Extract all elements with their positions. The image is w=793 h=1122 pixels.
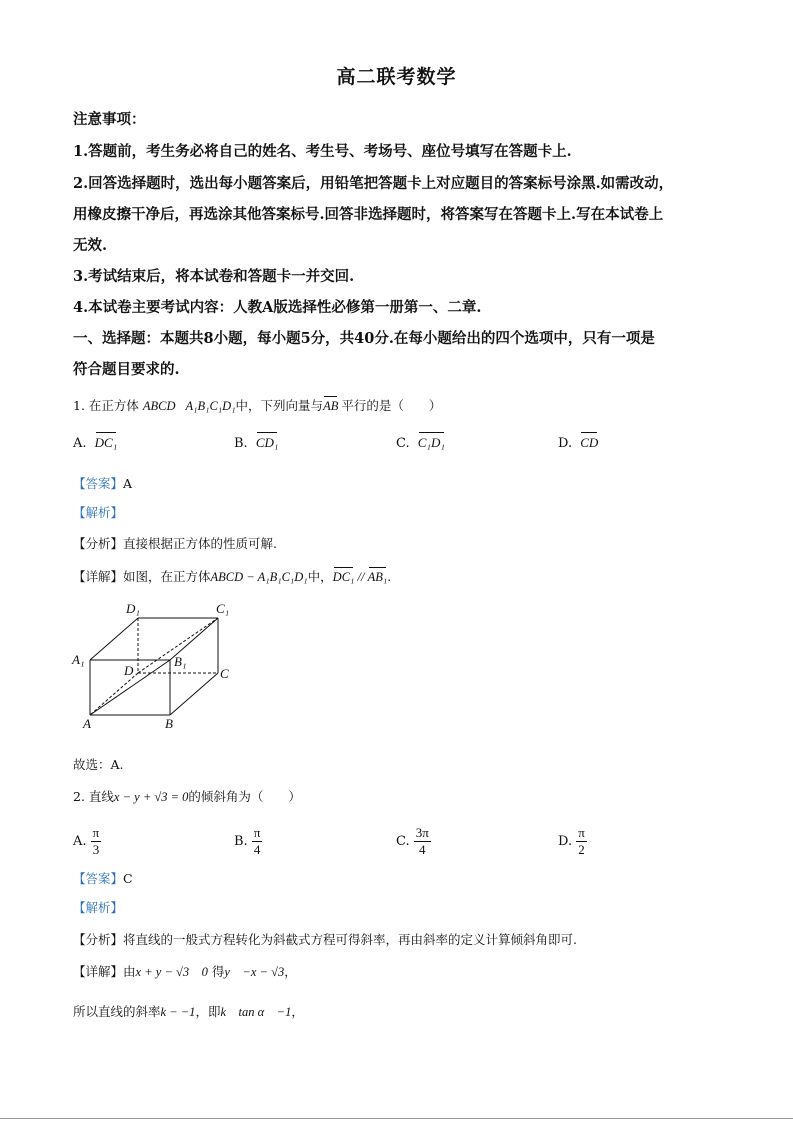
q1-option-a-label: A. (73, 436, 87, 451)
q2-fenxi-tag: 【分析】 (73, 932, 124, 947)
q1-stem (73, 395, 441, 414)
notice-item-3: 3.考试结束后，将本试卷和答题卡一并交回. (73, 268, 355, 285)
q2-option-b-fraction (252, 825, 263, 858)
q1-choose: 故选：A. (73, 757, 124, 772)
q1-option-b[interactable] (234, 431, 278, 451)
q2-option-d[interactable] (558, 825, 587, 858)
q1-option-b-vector: CD₁ (256, 431, 279, 451)
q2-equation: x − y + √3 = 0 (113, 790, 189, 804)
q2-detail-end: ， (284, 964, 297, 979)
q1-cube-name-2: A₁B₁C₁D₁ (185, 399, 236, 413)
q2-detail-eq1: x + y − √3 0 (135, 965, 208, 979)
q2-option-a[interactable] (73, 825, 101, 858)
notice-heading: 注意事项： (73, 111, 146, 128)
q1-detail-parallel: // (354, 570, 368, 584)
notice-item-1: 1.答题前，考生务必将自己的姓名、考生号、考场号、座位号填写在答题卡上. (73, 143, 572, 160)
q2-fenxi (73, 930, 577, 948)
q2-answer-tag: 【答案】 (73, 871, 124, 886)
q1-fenxi-text: 直接根据正方体的性质可解. (123, 536, 277, 551)
footer-rule (0, 1118, 793, 1119)
section-1-line-2: 符合题目要求的. (73, 361, 180, 378)
q2-option-d-label: D. (558, 834, 573, 849)
q2-slope-end: ， (291, 1004, 304, 1019)
label-c: C (220, 666, 229, 681)
q1-option-b-label: B. (234, 436, 248, 451)
q1-option-d-label: D. (558, 436, 573, 451)
q2-detail-tag: 【详解】 (73, 964, 124, 979)
q1-detail-mid: 中， (307, 569, 333, 584)
label-c1: C₁ (216, 601, 230, 616)
q1-answer (73, 474, 132, 492)
q2-detail-eq2: y −x − √3 (224, 965, 285, 979)
label-b1: B₁ (174, 654, 187, 669)
section-1-line-1: 一、选择题：本题共8小题，每小题5分，共40分.在每小题给出的四个选项中，只有一项是 (73, 330, 655, 347)
q1-option-c-label: C. (396, 436, 410, 451)
q2-prefix: 2. 直线 (73, 789, 114, 804)
q1-fenxi (73, 534, 277, 552)
label-d1: D₁ (126, 601, 140, 616)
q2-slope-mid: ，即 (195, 1004, 221, 1019)
q1-answer-tag: 【答案】 (73, 476, 124, 491)
q1-suffix: 平行的是（ ） (341, 398, 442, 413)
q2-option-b-label: B. (234, 834, 248, 849)
q1-detail-vector-ab1: AB₁ (368, 566, 388, 585)
q1-prefix: 1. 在正方体 (73, 398, 139, 413)
q1-cube-name-1: ABCD (142, 399, 176, 413)
q2-answer (73, 869, 133, 887)
q2-fenxi-text: 将直线的一般式方程转化为斜截式方程可得斜率，再由斜率的定义计算倾斜角即可. (123, 932, 577, 947)
q1-vector-ab: AB (323, 395, 338, 414)
q1-fenxi-tag: 【分析】 (73, 536, 124, 551)
q1-detail-vector-dc1: DC₁ (333, 566, 355, 585)
q2-slope-eq: k − −1 (160, 1005, 196, 1019)
q1-option-d[interactable] (558, 431, 598, 451)
q2-stem (73, 787, 301, 805)
q2-answer-value: C (123, 871, 133, 886)
q2-option-d-den: 2 (578, 842, 585, 857)
q2-option-a-den: 3 (92, 842, 100, 857)
q2-slope (73, 1002, 304, 1020)
q2-detail-pre: 由 (123, 964, 136, 979)
notice-item-2-line-3: 无效. (73, 237, 108, 254)
edge-c-b (170, 673, 218, 715)
q1-detail (73, 566, 391, 585)
q2-option-c-num: 3π (415, 825, 429, 840)
edge-d-a (90, 673, 138, 715)
q2-option-a-num: π (92, 825, 100, 840)
q2-option-c-label: C. (396, 834, 410, 849)
q1-option-d-vector: CD (580, 431, 598, 451)
notice-item-4: 4.本试卷主要考试内容：人教A版选择性必修第一册第一、二章. (73, 299, 482, 316)
q2-analysis-tag: 【解析】 (73, 900, 124, 915)
q1-detail-end: . (387, 569, 392, 584)
label-a: A (83, 716, 91, 731)
q1-detail-tag: 【详解】 (73, 569, 124, 584)
q1-option-c-vector: C₁D₁ (418, 431, 445, 451)
q2-option-c-fraction (414, 825, 431, 858)
q2-option-b-den: 4 (253, 842, 261, 857)
cube-figure (70, 598, 240, 733)
notice-item-2-line-1: 2.回答选择题时，选出每小题答案后，用铅笔把答题卡上对应题目的答案标号涂黑.如需改动， (73, 175, 674, 192)
q1-option-a-vector: DC₁ (95, 431, 118, 451)
label-b: B (165, 716, 173, 731)
q1-answer-value: A (123, 476, 133, 491)
q1-option-c[interactable] (396, 431, 445, 451)
page-title: 高二联考数学 (336, 66, 457, 88)
q1-detail-cube: ABCD − A₁B₁C₁D₁ (210, 570, 308, 584)
q2-option-d-num: π (578, 825, 585, 840)
label-d: D (124, 663, 134, 678)
q1-analysis-tag: 【解析】 (73, 505, 124, 520)
label-a1: A₁ (72, 652, 85, 667)
q2-slope-pre: 所以直线的斜率 (73, 1004, 161, 1019)
q2-slope-eq2: k tan α −1 (220, 1005, 292, 1019)
q2-detail-mid: 得 (211, 964, 225, 979)
q2-option-b-num: π (253, 825, 261, 840)
q2-option-a-fraction (91, 825, 102, 858)
q1-mid: 中，下列向量与 (235, 398, 324, 413)
q1-detail-pre: 如图，在正方体 (123, 569, 211, 584)
q2-detail (73, 962, 297, 980)
q2-option-a-label: A. (73, 834, 87, 849)
q2-option-c-den: 4 (419, 842, 426, 857)
q2-suffix: 的倾斜角为（ ） (188, 789, 301, 804)
edge-a1-d1 (90, 618, 138, 660)
q2-option-d-fraction (576, 825, 587, 858)
q2-option-b[interactable] (234, 825, 262, 858)
q2-option-c[interactable] (396, 825, 431, 858)
q1-option-a[interactable] (73, 431, 117, 451)
notice-item-2-line-2: 用橡皮擦干净后，再选涂其他答案标号.回答非选择题时，将答案写在答题卡上.写在本试卷上 (73, 206, 664, 223)
